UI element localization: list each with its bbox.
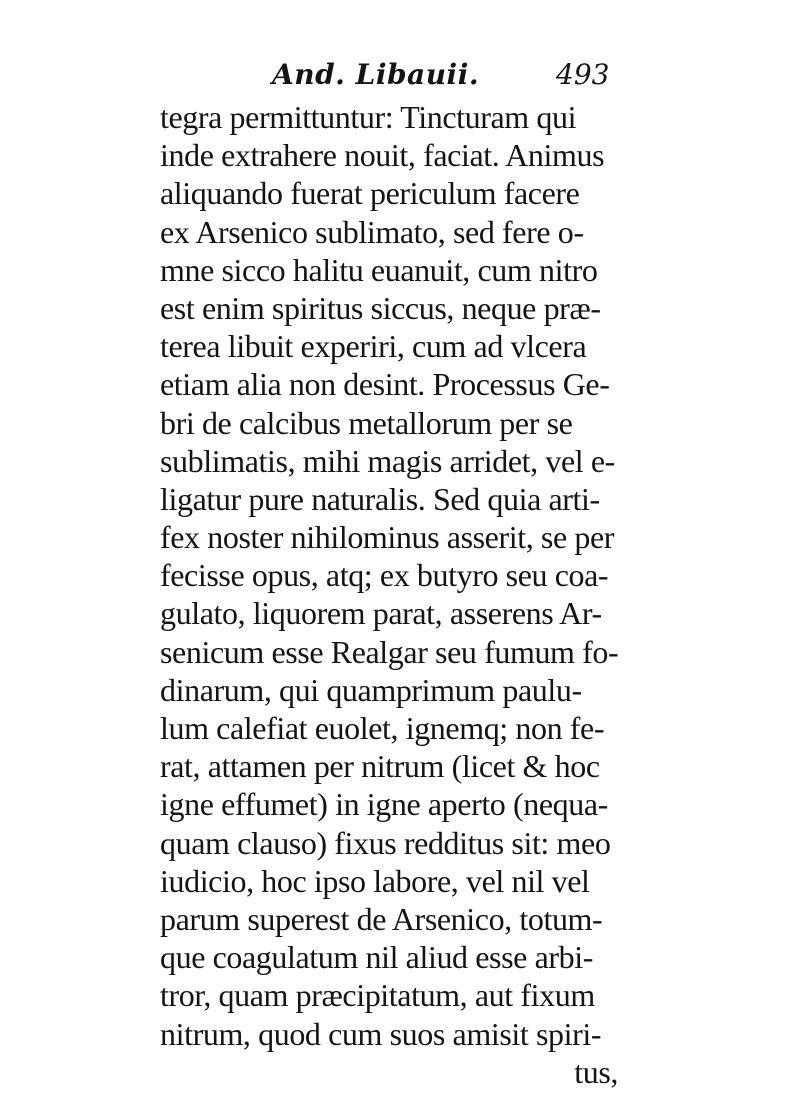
text-line: ligatur pure naturalis. Sed quia arti- [160,480,600,517]
text-line: tegra permittuntur: Tincturam qui [160,99,577,135]
text-line: est enim spiritus siccus, neque præ- [160,289,601,326]
text-line: nitrum, quod cum suos amisit spiri- [160,1015,602,1052]
running-head [160,58,630,102]
text-line: dinarum, qui quamprimum paulu- [160,671,582,708]
text-line: bri de calcibus metallorum per se [160,404,573,441]
catchword: tus, [574,1053,618,1090]
text-line: inde extrahere nouit, faciat. Animus [160,137,605,174]
text-line: terea libuit experiri, cum ad vlcera [160,328,587,365]
page-number: 493 [556,58,610,91]
text-line: ex Arsenico sublimato, sed fere o- [160,213,584,250]
text-line: etiam alia non desint. Processus Ge- [160,366,610,403]
running-title: And. Libauii. [272,58,480,91]
text-line: gulato, liquorem parat, asserens Ar- [160,595,602,632]
text-line: iudicio, hoc ipso labore, vel nil vel [160,862,590,899]
text-line: fex noster nihilominus asserit, se per [160,519,615,556]
text-line: tror, quam præcipitatum, aut fixum [160,977,595,1014]
text-line: que coagulatum nil aliud esse arbi- [160,939,593,976]
text-line: aliquando fuerat periculum facere [160,175,580,212]
text-line: igne effumet) in igne aperto (nequa- [160,786,608,823]
text-line: rat, attamen per nitrum (licet & hoc [160,748,600,785]
text-line: parum superest de Arsenico, totum- [160,900,603,937]
text-line: senicum esse Realgar seu fumum fo- [160,633,619,670]
text-line: mne sicco halitu euanuit, cum nitro [160,251,598,288]
text-line: lum calefiat euolet, ignemq; non fe- [160,710,605,746]
text-line: fecisse opus, atq; ex butyro seu coa- [160,557,609,594]
text-line: sublimatis, mihi magis arridet, vel e- [160,442,615,479]
body-text [160,98,630,1091]
text-line: quam clauso) fixus redditus sit: meo [160,824,611,861]
